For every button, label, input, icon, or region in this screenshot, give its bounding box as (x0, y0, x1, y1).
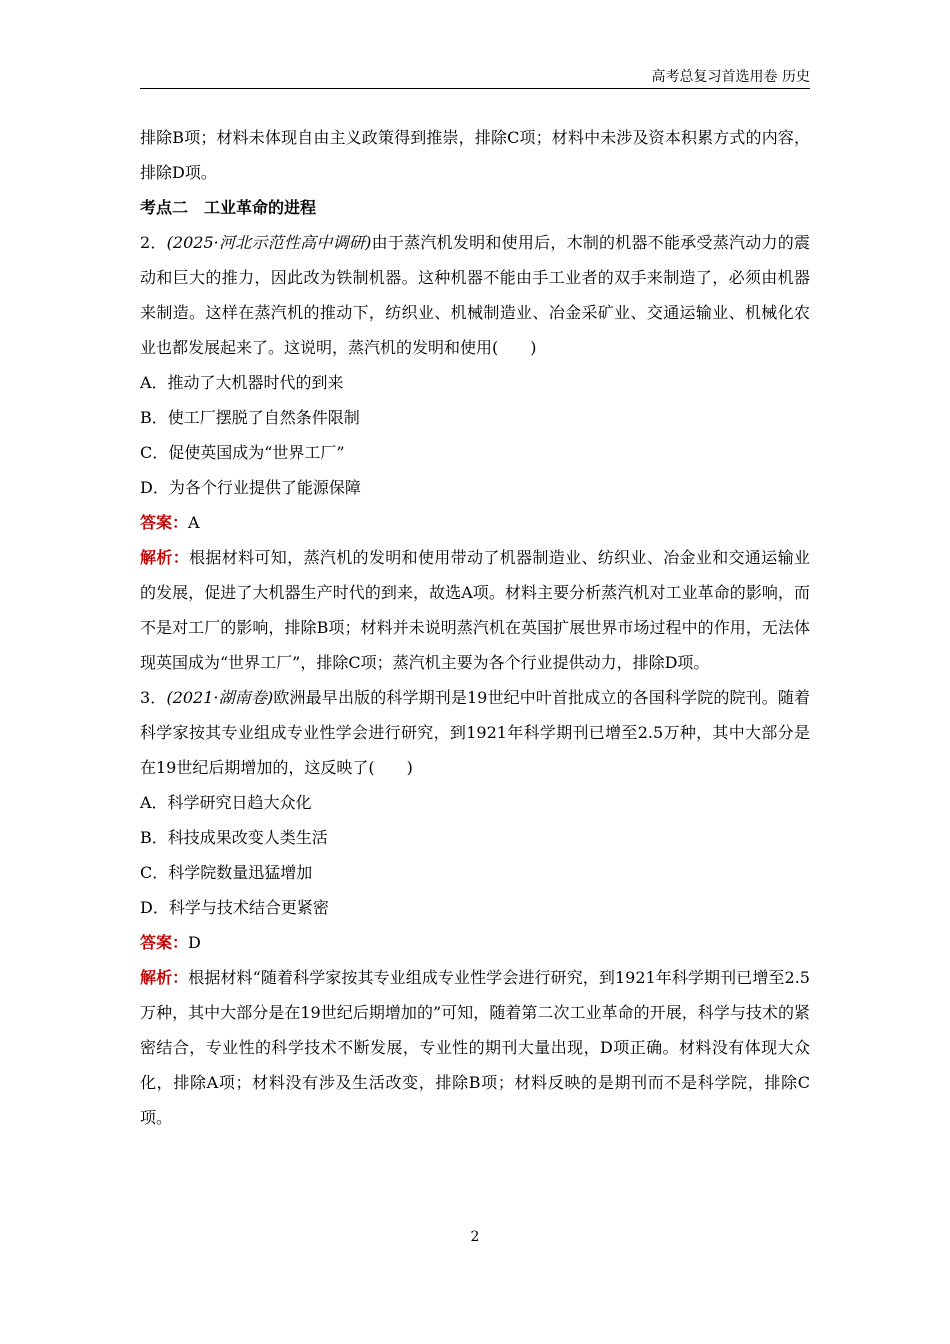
option-d: D．为各个行业提供了能源保障 (140, 478, 361, 497)
analysis (140, 960, 810, 1135)
answer-label: 答案： (140, 933, 189, 952)
question-source: (2021·湖南卷) (166, 688, 274, 707)
option-c: C．促使英国成为“世界工厂” (140, 443, 345, 462)
page-header (140, 66, 810, 89)
question-text: 由于蒸汽机发明和使用后，木制的机器不能承受蒸汽动力的震动和巨大的推力，因此改为铁制机器。这种机器不能由手工业者的双手来制造了，必须由机器来制造。这样在蒸汽机的推动下，纺织业、机械制造业、冶金采矿业、交通运输业、机械化农业也都发展起来了。这说明，蒸汽机的发明和使用( ) (140, 233, 810, 357)
question-text: 欧洲最早出版的科学期刊是19世纪中叶首批成立的各国科学院的院刊。随着科学家按其专业组成专业性学会进行研究，到1921年科学期刊已增至2.5万种，其中大部分是在19世纪后期增加的，这反映了( ) (140, 688, 810, 777)
option-d: D．科学与技术结合更紧密 (140, 898, 329, 917)
option-a: A．科学研究日趋大众化 (140, 793, 312, 812)
question-2-stem (140, 225, 810, 365)
question-source: (2025·河北示范性高中调研) (166, 233, 372, 252)
option-c: C．科学院数量迅猛增加 (140, 863, 313, 882)
answer-value: A (188, 513, 200, 532)
header-title: 高考总复习首选用卷 历史 (651, 69, 810, 85)
answer (140, 505, 810, 540)
option-b: B．科技成果改变人类生活 (140, 828, 328, 847)
page-number: 2 (470, 1229, 480, 1245)
analysis-label: 解析： (140, 968, 189, 987)
question-number: 2． (140, 233, 167, 252)
option-a: A．推动了大机器时代的到来 (140, 373, 344, 392)
analysis (140, 540, 810, 680)
question-3 (140, 680, 810, 1135)
option-b: B．使工厂摆脱了自然条件限制 (140, 408, 360, 427)
previous-analysis-tail: 排除B项；材料未体现自由主义政策得到推崇，排除C项；材料中未涉及资本积累方式的内容，排除D项。 (140, 128, 810, 182)
section-title: 考点二 工业革命的进程 (140, 198, 317, 217)
answer-label: 答案： (140, 513, 189, 532)
answer (140, 925, 810, 960)
question-number: 3． (140, 688, 167, 707)
analysis-text: 根据材料“随着科学家按其专业组成专业性学会进行研究，到1921年科学期刊已增至2.5万种，其中大部分是在19世纪后期增加的”可知，随着第二次工业革命的开展，科学与技术的紧密结合，专业性的科学技术不断发展，专业性的期刊大量出现，D项正确。材料没有体现大众化，排除A项；材料没有涉及生活改变，排除B项；材料反映的是期刊而不是科学院，排除C项。 (140, 968, 810, 1127)
analysis-label: 解析： (140, 548, 190, 567)
page-content (140, 120, 810, 1135)
question-3-stem (140, 680, 810, 785)
question-2 (140, 225, 810, 680)
analysis-text: 根据材料可知，蒸汽机的发明和使用带动了机器制造业、纺织业、冶金业和交通运输业的发展，促进了大机器生产时代的到来，故选A项。材料主要分析蒸汽机对工业革命的影响，而不是对工厂的影响，排除B项；材料并未说明蒸汽机在英国扩展世界市场过程中的作用，无法体现英国成为“世界工厂”，排除C项；蒸汽机主要为各个行业提供动力，排除D项。 (140, 548, 810, 672)
answer-value: D (188, 933, 201, 952)
